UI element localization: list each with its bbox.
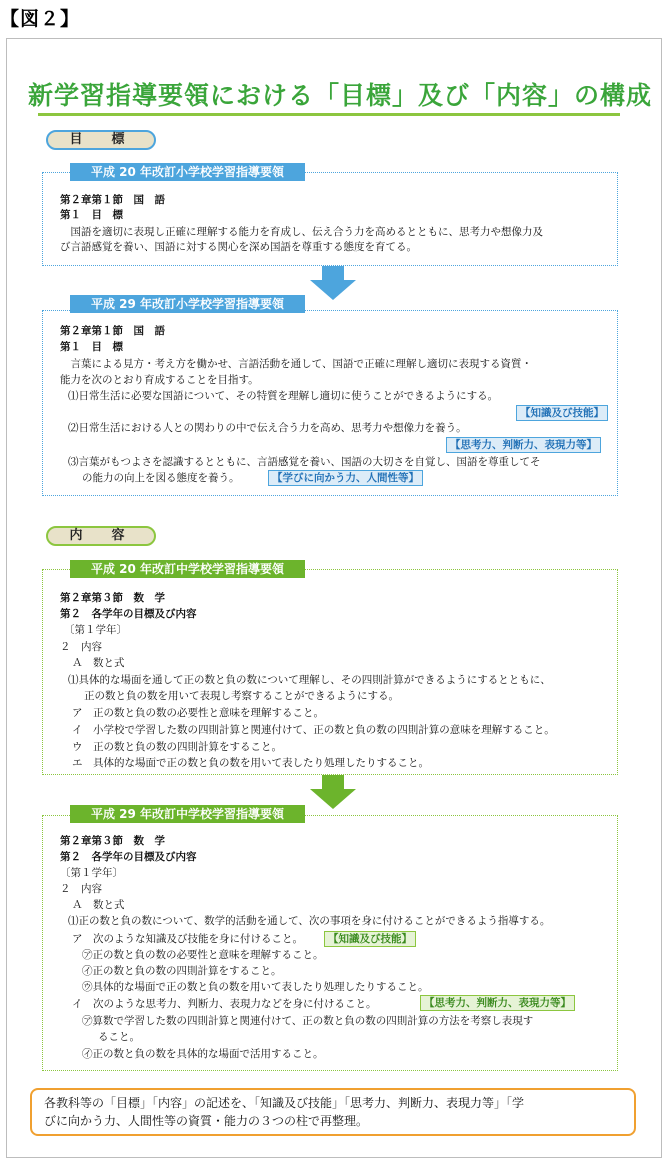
junior-2017-line: ア 次のような知識及び技能を身に付けること。 bbox=[72, 933, 303, 945]
badge-knowledge-skills: 【知識及び技能】 bbox=[516, 405, 608, 421]
title-underline bbox=[38, 113, 620, 116]
badge-thinking-judgment-expression: 【思考力、判断力、表現力等】 bbox=[446, 437, 601, 453]
elementary-2008-line: び言語感覚を養い、国語に対する関心を深め国語を尊重する態度を育てる。 bbox=[60, 241, 417, 253]
content-section-tab: 内 容 bbox=[46, 526, 156, 546]
junior-2008-line: ２ 内容 bbox=[60, 641, 102, 653]
elementary-2017-line: 能力を次のとおり育成することを目指す。 bbox=[60, 374, 259, 386]
junior-2017-line: 第２章第３節 数 学 bbox=[60, 835, 165, 847]
elementary-2017-chapter: 第２章第１節 国 語 bbox=[60, 325, 165, 337]
elementary-2017-section: 第１ 目 標 bbox=[60, 341, 123, 353]
elementary-2017-line: ⑴日常生活に必要な国語について、その特質を理解し適切に使うことができるようにする。 bbox=[68, 390, 499, 402]
goal-section-tab: 目 標 bbox=[46, 130, 156, 150]
junior-2017-line: ㋑正の数と負の数を具体的な場面で活用すること。 bbox=[82, 1048, 324, 1060]
elementary-2008-header: 平成 20 年改訂小学校学習指導要領 bbox=[70, 163, 305, 181]
badge-knowledge-skills: 【知識及び技能】 bbox=[324, 931, 416, 947]
elementary-2008-chapter: 第２章第１節 国 語 bbox=[60, 194, 165, 206]
junior-2008-line: Ａ 数と式 bbox=[72, 657, 125, 669]
junior-2017-line: ⑴正の数と負の数について、数学的活動を通して、次の事項を身に付けることができるよう指導する。 bbox=[68, 915, 551, 927]
junior-2008-header: 平成 20 年改訂中学校学習指導要領 bbox=[70, 560, 305, 578]
junior-2008-line: イ 小学校で学習した数の四則計算と関連付けて、正の数と負の数の四則計算の意味を理解すること。 bbox=[72, 724, 555, 736]
down-arrow-icon bbox=[310, 266, 356, 300]
figure-label: 【図２】 bbox=[0, 8, 81, 30]
summary-line: 各教科等の「目標」「内容」の記述を、「知識及び技能」「思考力、判断力、表現力等」「学 bbox=[44, 1096, 525, 1110]
junior-2008-line: ア 正の数と負の数の必要性と意味を理解すること。 bbox=[72, 707, 324, 719]
junior-2017-line: ること。 bbox=[98, 1031, 140, 1043]
elementary-2017-line: ⑶言葉がもつよさを認識するとともに、言語感覚を養い、国語の大切さを自覚し、国語を尊重してそ bbox=[68, 456, 541, 468]
junior-2008-line: 第２ 各学年の目標及び内容 bbox=[60, 608, 197, 620]
elementary-2017-header: 平成 29 年改訂小学校学習指導要領 bbox=[70, 295, 305, 313]
summary-box bbox=[30, 1088, 636, 1136]
junior-2008-line: ウ 正の数と負の数の四則計算をすること。 bbox=[72, 741, 282, 753]
junior-2017-line: 〔第１学年〕 bbox=[60, 867, 123, 879]
summary-line: びに向かう力、人間性等の資質・能力の３つの柱で再整理。 bbox=[44, 1114, 369, 1128]
junior-2008-line: 〔第１学年〕 bbox=[64, 624, 127, 636]
junior-2008-line: 正の数と負の数を用いて表現し考察することができるようにする。 bbox=[84, 690, 399, 702]
elementary-2008-section: 第１ 目 標 bbox=[60, 209, 123, 221]
elementary-2008-line: 国語を適切に表現し正確に理解する能力を育成し、伝え合う力を高めるとともに、思考力や想像力及 bbox=[60, 226, 543, 238]
junior-2017-line: ２ 内容 bbox=[60, 883, 102, 895]
junior-2008-line: エ 具体的な場面で正の数と負の数を用いて表したり処理したりすること。 bbox=[72, 757, 429, 769]
elementary-2017-line: 言葉による見方・考え方を働かせ、言語活動を通して、国語で正確に理解し適切に表現する資質・ bbox=[60, 358, 532, 370]
junior-2008-line: 第２章第３節 数 学 bbox=[60, 592, 165, 604]
junior-2008-line: ⑴具体的な場面を通して正の数と負の数について理解し、その四則計算ができるようにするとともに、 bbox=[68, 674, 551, 686]
junior-2017-header: 平成 29 年改訂中学校学習指導要領 bbox=[70, 805, 305, 823]
junior-2017-line: 第２ 各学年の目標及び内容 bbox=[60, 851, 197, 863]
down-arrow-icon bbox=[310, 775, 356, 809]
junior-2017-line: Ａ 数と式 bbox=[72, 899, 125, 911]
junior-2017-line: ㋐算数で学習した数の四則計算と関連付けて、正の数と負の数の四則計算の方法を考察し表現す bbox=[82, 1015, 534, 1027]
elementary-2017-line: の能力の向上を図る態度を養う。 bbox=[82, 472, 240, 484]
junior-2017-line: ㋑正の数と負の数の四則計算をすること。 bbox=[82, 965, 282, 977]
junior-2017-line: ㋐正の数と負の数の必要性と意味を理解すること。 bbox=[82, 949, 324, 961]
badge-thinking-judgment-expression: 【思考力、判断力、表現力等】 bbox=[420, 995, 575, 1011]
junior-2017-line: ㋒具体的な場面で正の数と負の数を用いて表したり処理したりすること。 bbox=[82, 981, 429, 993]
page-title: 新学習指導要領における「目標」及び「内容」の構成 bbox=[28, 81, 653, 110]
badge-learning-humanity: 【学びに向かう力、人間性等】 bbox=[268, 470, 423, 486]
junior-2017-line: イ 次のような思考力、判断力、表現力などを身に付けること。 bbox=[72, 998, 377, 1010]
elementary-2017-line: ⑵日常生活における人との関わりの中で伝え合う力を高め、思考力や想像力を養う。 bbox=[68, 422, 467, 434]
